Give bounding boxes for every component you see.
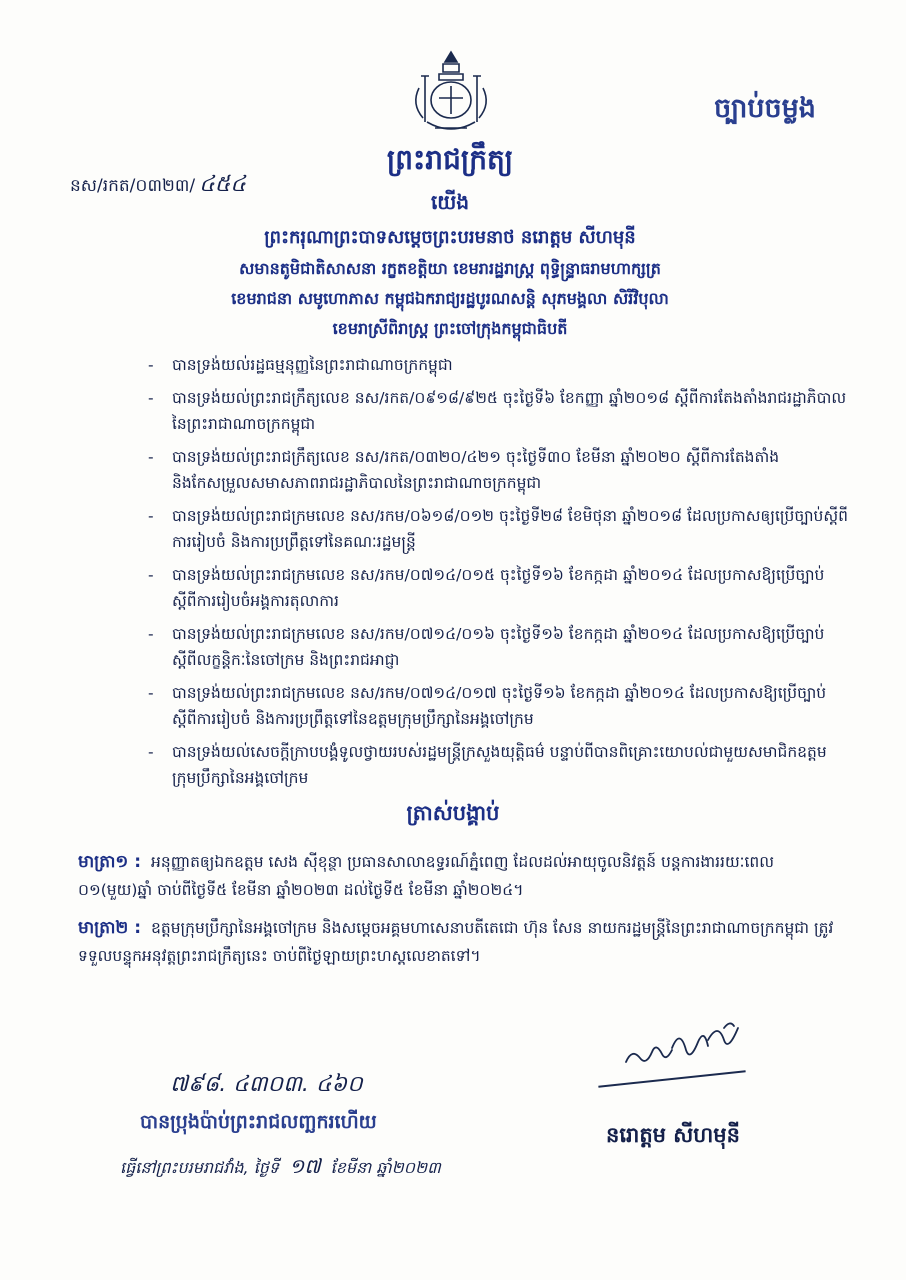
decree-title: ព្រះរាជក្រឹត្យ xyxy=(386,143,514,176)
royal-coat-of-arms-icon xyxy=(405,48,497,140)
header-king-line: ព្រះករុណាព្រះបាទសម្តេចព្រះបរមនាថ នរោត្តម សីហមុនី xyxy=(264,227,636,248)
consideration-item: - បានទ្រង់យល់ព្រះរាជក្រមលេខ នស/រកម/០៧១៤/០១៧ ចុះថ្ងៃទី១៦ ខែកក្កដា ឆ្នាំ២០១៤ ដែលប្រកាសឱ្យប្រើច្បាប់ស្តីពីការរៀបចំ និងការប្រព្រឹត្តទៅនៃឧត្តមក្រុមប្រឹក្សានៃអង្គចៅក្រម xyxy=(148,680,848,732)
header-titles-3: ខេមរាស្រីពិរាស្ត្រ ព្រះចៅក្រុងកម្ពុជាធិបតី xyxy=(332,319,568,338)
header-we: យើង xyxy=(430,190,470,214)
date-line xyxy=(120,1153,441,1183)
header-titles-1: សមានតូមិជាតិសាសនា រក្ខតខត្តិយា ខេមរារដ្ឋរាស្ត្រ ពុទ្ធិន្ទ្រាធរាមហាក្សត្រ xyxy=(239,259,661,278)
registry-stamp: បានប្រុងប៉ាប់ព្រះរាជលញ្ឆករហើយ xyxy=(140,1111,377,1133)
consideration-item: - បានទ្រង់យល់ព្រះរាជក្រមលេខ នស/រកម/០៦១៨/០១២ ចុះថ្ងៃទី២៨ ខែមិថុនា ឆ្នាំ២០១៨ ដែលប្រកាសឲ្យប្រើច្បាប់ស្តីពីការរៀបចំ និងការប្រព្រឹត្តទៅនៃគណៈរដ្ឋមន្ត្រី xyxy=(148,503,848,555)
consideration-item: - បានទ្រង់យល់ព្រះរាជក្រឹត្យលេខ នស/រកត/០៣២០/៤២១ ចុះថ្ងៃទី៣០ ខែមីនា ឆ្នាំ២០២០ ស្តីពីការតែងតាំង និងកែសម្រួលសមាសភាពរាជរដ្ឋាភិបាលនៃព្រះរាជាណាចក្រកម្ពុជា xyxy=(148,444,848,496)
article-1-label: មាត្រា១ : xyxy=(78,852,142,872)
consideration-item: - បានទ្រង់យល់រដ្ឋធម្មនុញ្ញនៃព្រះរាជាណាចក្រកម្ពុជា xyxy=(148,352,848,378)
consideration-item: - បានទ្រង់យល់សេចក្តីក្រាបបង្គំទូលថ្វាយរបស់រដ្ឋមន្ត្រីក្រសួងយុត្តិធម៌ បន្ទាប់ពីបានពិគ្រោះយោបល់ជាមួយសមាជិកឧត្តមក្រុមប្រឹក្សានៃអង្គចៅក្រម xyxy=(148,739,848,791)
header-titles-2: ខេមរាជនា សមូហោភាស កម្ពុជឯករាជ្យរដ្ឋបូរណសន្តិ សុភមង្គលា សិរីវិបុលា xyxy=(231,289,669,308)
date-suffix: ខែមីនា ឆ្នាំ២០២៣ xyxy=(330,1158,441,1177)
article-2-text: ឧត្តមក្រុមប្រឹក្សានៃអង្គចៅក្រម និងសម្តេចអគ្គមហាសេនាបតីតេជោ ហ៊ុន សែន នាយករដ្ឋមន្ត្រីនៃព្រះរាជាណាចក្រកម្ពុជា ត្រូវទទួលបន្ទុកអនុវត្តព្រះរាជក្រឹត្យនេះ ចាប់ពីថ្ងៃឡាយព្រះហស្តលេខាតទៅ។ xyxy=(78,919,834,965)
document-number-printed: នស/រកត/០៣២៣/ xyxy=(70,176,196,196)
article-1-text: អនុញ្ញាតឲ្យឯកឧត្តម សេង ស៊ីខុន្ថា ប្រធានសាលាឧទ្ធរណ៍ភ្នំពេញ ដែលដល់អាយុចូលនិវត្តន៍ បន្តការងាររយៈពេល ០១(មួយ)ឆ្នាំ ចាប់ពីថ្ងៃទី៥ ខែមីនា ឆ្នាំ២០២៣ ដល់ថ្ងៃទី៥ ខែមីនា ឆ្នាំ២០២៤។ xyxy=(78,853,774,899)
decree-header xyxy=(150,140,750,342)
date-prefix: ធ្វើនៅព្រះបរមរាជវាំង, ថ្ងៃទី xyxy=(120,1158,280,1177)
decree-command-title: ត្រាស់បង្គាប់ xyxy=(406,801,500,825)
registry-number: ៧៩៨. ៤៣០៣. ៤៦០ xyxy=(170,1072,363,1097)
date-day: ១៧ xyxy=(289,1154,321,1178)
king-name: នរោត្តម សីហមុនី xyxy=(606,1123,740,1147)
article-2-label: មាត្រា២ : xyxy=(78,918,142,938)
consideration-item: - បានទ្រង់យល់ព្រះរាជក្រឹត្យលេខ នស/រកត/០៩១៨/៩២៥ ចុះថ្ងៃទី៦ ខែកញ្ញា ឆ្នាំ២០១៨ ស្តីពីការតែងតាំងរាជរដ្ឋាភិបាលនៃព្រះរាជាណាចក្រកម្ពុជា xyxy=(148,385,848,437)
considerations-list xyxy=(148,352,848,798)
consideration-item: - បានទ្រង់យល់ព្រះរាជក្រមលេខ នស/រកម/០៧១៤/០១៦ ចុះថ្ងៃទី១៦ ខែកក្កដា ឆ្នាំ២០១៤ ដែលប្រកាសឱ្យប្រើច្បាប់ស្តីពីលក្ខន្តិកៈនៃចៅក្រម និងព្រះរាជអាជ្ញា xyxy=(148,621,848,673)
article-1 xyxy=(78,848,846,904)
article-2 xyxy=(78,914,846,970)
consideration-item: - បានទ្រង់យល់ព្រះរាជក្រមលេខ នស/រកម/០៧១៤/០១៥ ចុះថ្ងៃទី១៦ ខែកក្កដា ឆ្នាំ២០១៤ ដែលប្រកាសឱ្យប្រើច្បាប់ស្តីពីការរៀបចំអង្គការតុលាការ xyxy=(148,562,848,614)
document-number-handwritten: ៤៥៤ xyxy=(199,172,246,197)
copy-stamp: ច្បាប់ចម្លង xyxy=(714,93,816,124)
